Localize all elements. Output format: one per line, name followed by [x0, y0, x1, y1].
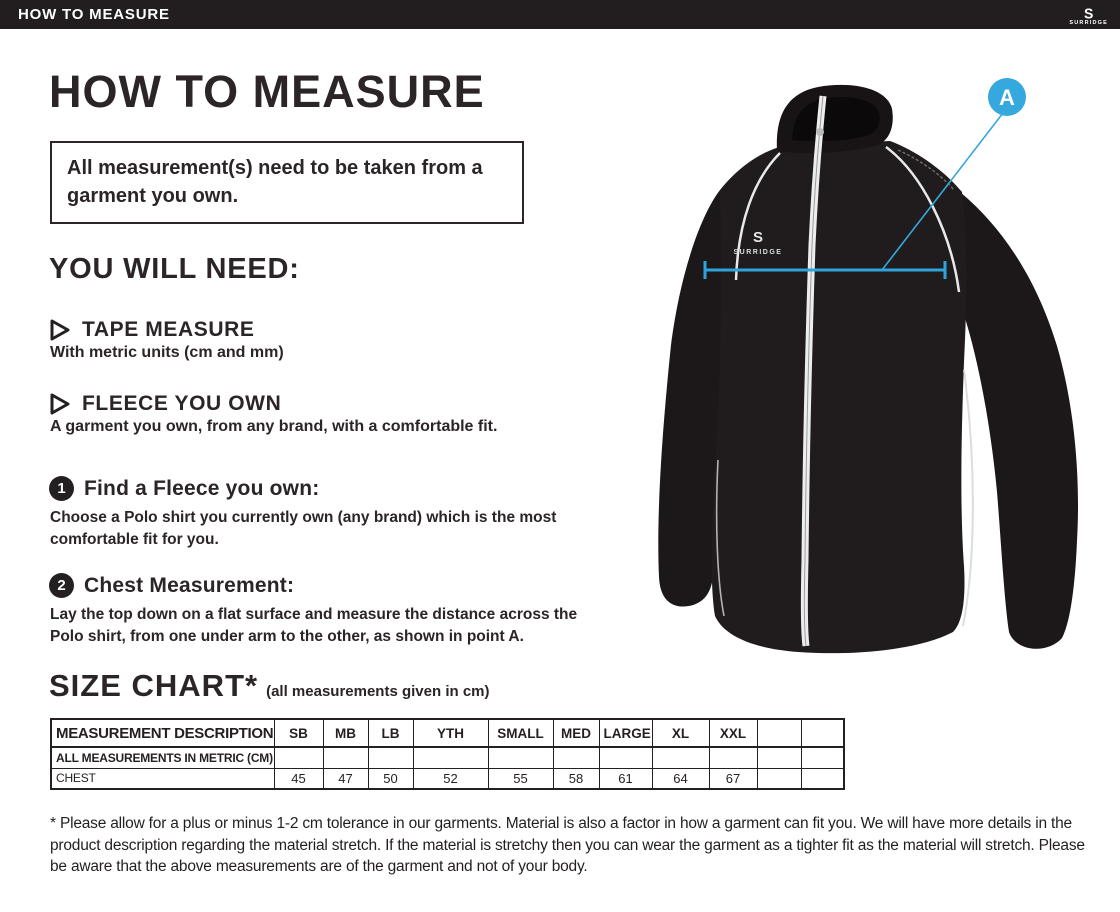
triangle-bullet-icon	[49, 318, 71, 342]
column-header-size: LB	[368, 719, 413, 747]
surridge-logo-text: SURRIDGE	[1069, 20, 1108, 27]
need-item-tape-measure-desc: With metric units (cm and mm)	[50, 344, 284, 361]
column-header-size	[757, 719, 801, 747]
jacket-zipper-pull	[816, 128, 824, 136]
measurement-cell	[652, 747, 709, 768]
top-bar	[0, 0, 1120, 29]
step-2-number-badge: 2	[49, 573, 74, 598]
measurement-cell	[274, 747, 323, 768]
column-header-size: MB	[323, 719, 368, 747]
measurement-cell	[488, 747, 553, 768]
measurement-cell	[323, 747, 368, 768]
column-header-size: YTH	[413, 719, 488, 747]
step-2-header	[49, 573, 294, 598]
surridge-s-icon: S	[1084, 4, 1094, 22]
column-header-size	[801, 719, 844, 747]
fleece-measurement-figure	[620, 40, 1120, 690]
size-chart-subtitle: (all measurements given in cm)	[266, 683, 490, 700]
column-header-size: SMALL	[488, 719, 553, 747]
jacket-side-piping-right	[963, 370, 973, 626]
need-item-fleece	[49, 392, 281, 416]
column-header-size: MED	[553, 719, 599, 747]
need-item-label: TAPE MEASURE	[82, 318, 255, 341]
step-1-number-badge: 1	[49, 476, 74, 501]
measurement-cell	[757, 747, 801, 768]
column-header-size: XXL	[709, 719, 757, 747]
measurement-cell	[553, 747, 599, 768]
measurement-cell: 50	[368, 768, 413, 789]
measurement-cell: 58	[553, 768, 599, 789]
column-header-size: XL	[652, 719, 709, 747]
table-row	[51, 747, 844, 768]
step-1-description: Choose a Polo shirt you currently own (any brand) which is the most comfortable fit for you.	[50, 509, 557, 548]
surridge-logo	[1069, 6, 1108, 27]
measurement-cell	[801, 768, 844, 789]
measurement-cell	[599, 747, 652, 768]
triangle-bullet-icon	[49, 392, 71, 416]
step-2-title: Chest Measurement:	[84, 573, 295, 597]
step-1-header	[49, 476, 319, 501]
measurement-cell	[801, 747, 844, 768]
measurement-cell: 64	[652, 768, 709, 789]
you-will-need-heading: YOU WILL NEED:	[49, 253, 300, 285]
measurement-cell: 67	[709, 768, 757, 789]
column-header-description: MEASUREMENT DESCRIPTION	[51, 719, 274, 747]
need-item-label: FLEECE YOU OWN	[82, 392, 282, 415]
need-item-fleece-desc: A garment you own, from any brand, with a comfortable fit.	[50, 418, 498, 435]
measurement-cell: 52	[413, 768, 488, 789]
measurement-cell	[368, 747, 413, 768]
step-1-title: Find a Fleece you own:	[84, 476, 320, 500]
top-bar-title: HOW TO MEASURE	[18, 6, 170, 23]
measurement-cell: 47	[323, 768, 368, 789]
need-item-tape-measure	[49, 318, 255, 342]
tolerance-footnote: * Please allow for a plus or minus 1-2 cm tolerance in our garments. Material is also a factor in how a garment can fit you. We will have more details in the product description regarding the material stretch. If the material is stretchy then you can wear the garment as a tighter fit as the material will stretch. Please be aware that the above measurements are of the garment and not of your body.	[50, 815, 1085, 876]
garment-logo-s-icon: S	[752, 229, 764, 246]
table-row	[51, 768, 844, 789]
page-title: HOW TO MEASURE	[49, 66, 485, 117]
jacket-right-sleeve	[954, 192, 1078, 649]
measurement-cell: 55	[488, 768, 553, 789]
size-chart-title: SIZE CHART*	[49, 668, 259, 703]
measurement-cell	[757, 768, 801, 789]
size-chart-table	[50, 718, 845, 790]
measurement-cell: 45	[274, 768, 323, 789]
garment-logo-text: SURRIDGE	[733, 249, 783, 256]
measurement-cell: 61	[599, 768, 652, 789]
measurement-notice-box: All measurement(s) need to be taken from a garment you own.	[50, 141, 524, 224]
measurement-cell	[709, 747, 757, 768]
column-header-size: SB	[274, 719, 323, 747]
row-label: ALL MEASUREMENTS IN METRIC (CM)	[51, 747, 274, 768]
column-header-size: LARGE	[599, 719, 652, 747]
row-label: CHEST	[51, 768, 274, 789]
measurement-cell	[413, 747, 488, 768]
jacket-body	[712, 141, 967, 653]
step-2-description: Lay the top down on a flat surface and measure the distance across the Polo shirt, from one under arm to the other, as shown in point A.	[50, 606, 578, 645]
size-chart-heading	[49, 668, 490, 704]
point-a-label: A	[999, 85, 1015, 110]
